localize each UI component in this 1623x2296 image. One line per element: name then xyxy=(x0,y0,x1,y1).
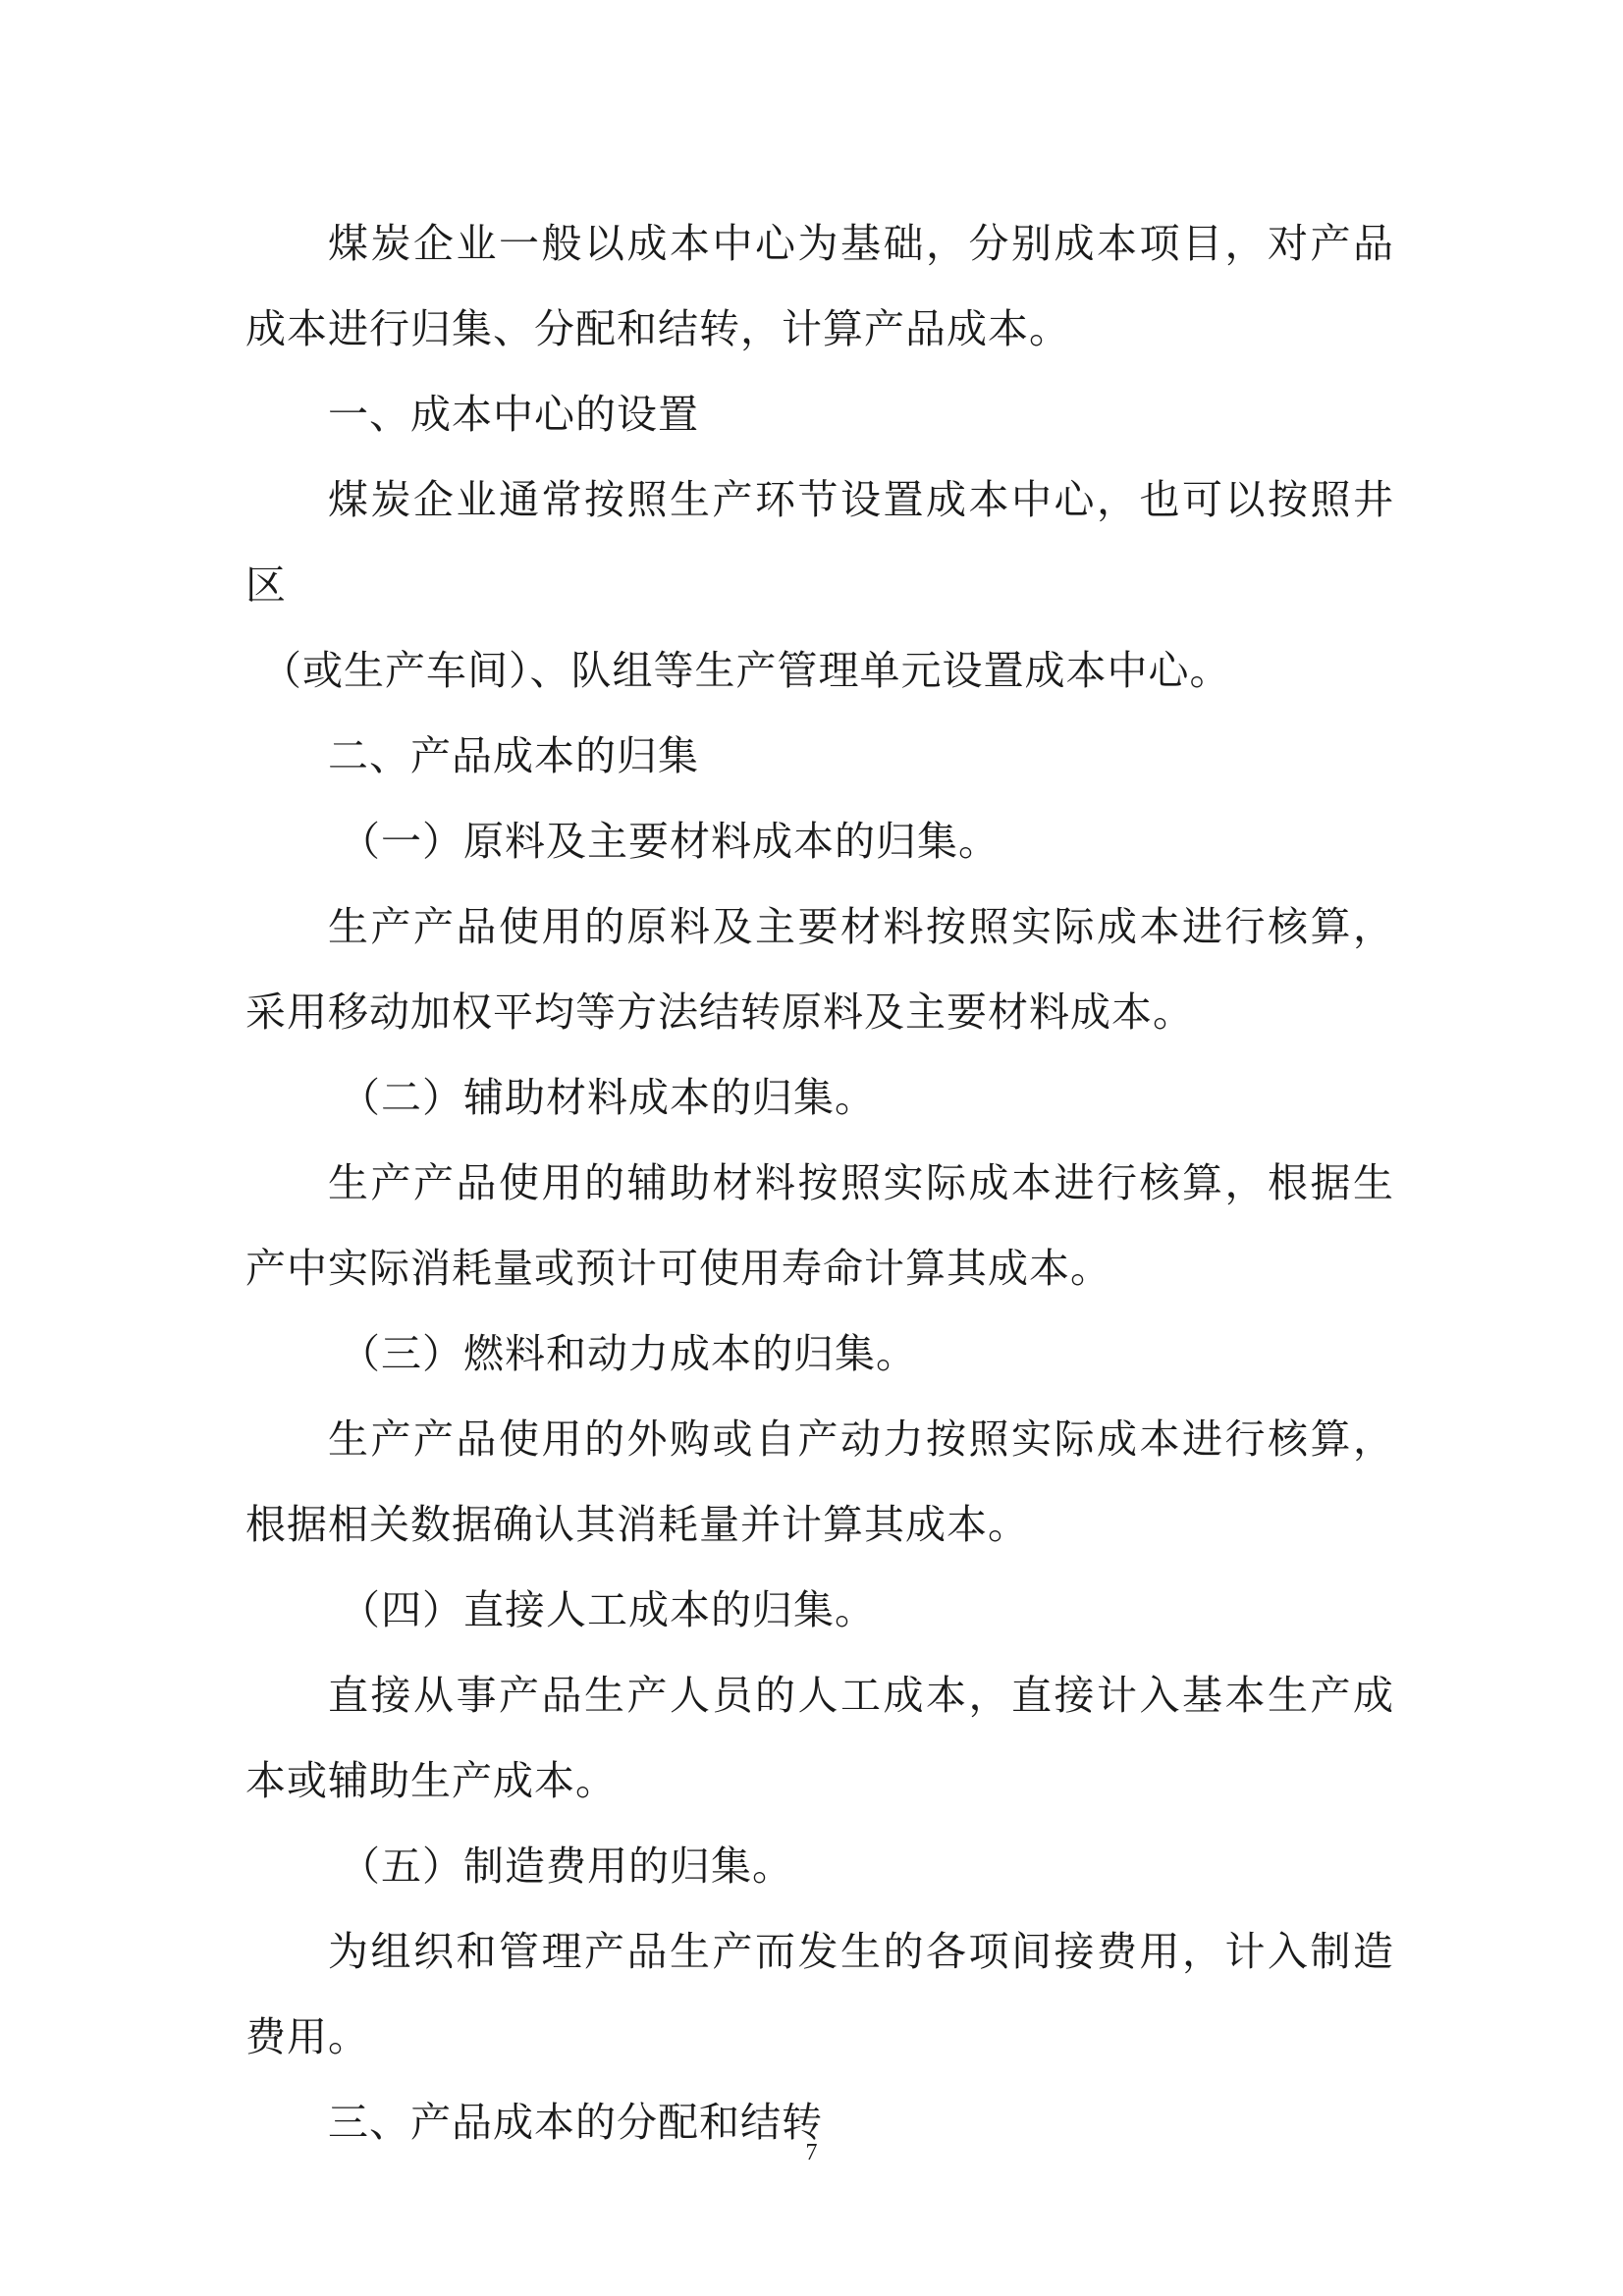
document-body xyxy=(245,201,1394,2165)
paragraph-direct-labor: 直接从事产品生产人员的人工成本，直接计入基本生产成本或辅助生产成本。 xyxy=(245,1672,1394,1804)
paragraph-intro: 煤炭企业一般以成本中心为基础，分别成本项目，对产品成本进行归集、分配和结转，计算产品成本。 xyxy=(245,220,1394,352)
paragraph-fuel-power: 生产产品使用的外购或自产动力按照实际成本进行核算，根据相关数据确认其消耗量并计算其成本。 xyxy=(245,1415,1394,1548)
paragraph-manufacturing-overhead: 为组织和管理产品生产而发生的各项间接费用，计入制造费用。 xyxy=(245,1928,1394,2060)
subheading-1: （一）原料及主要材料成本的归集。 xyxy=(340,818,1000,865)
paragraph-raw-materials: 生产产品使用的原料及主要材料按照实际成本进行核算，采用移动加权平均等方法结转原料及主要材料成本。 xyxy=(245,903,1394,1036)
section-heading-1: 一、成本中心的设置 xyxy=(328,391,699,438)
paragraph-cost-center: 煤炭企业通常按照生产环节设置成本中心，也可以按照井区 xyxy=(245,476,1394,609)
subheading-3: （三）燃料和动力成本的归集。 xyxy=(340,1330,917,1377)
subheading-2: （二）辅助材料成本的归集。 xyxy=(340,1074,876,1121)
page-number: 7 xyxy=(805,2140,818,2165)
section-heading-2: 二、产品成本的归集 xyxy=(328,732,699,779)
subheading-4: （四）直接人工成本的归集。 xyxy=(340,1586,876,1633)
subheading-5: （五）制造费用的归集。 xyxy=(340,1842,793,1890)
paragraph-cost-center-cont: （或生产车间）、队组等生产管理单元设置成本中心。 xyxy=(261,647,1231,694)
section-heading-3: 三、产品成本的分配和结转 xyxy=(328,2099,823,2146)
paragraph-auxiliary-materials: 生产产品使用的辅助材料按照实际成本进行核算，根据生产中实际消耗量或预计可使用寿命计算其成本。 xyxy=(245,1159,1394,1292)
